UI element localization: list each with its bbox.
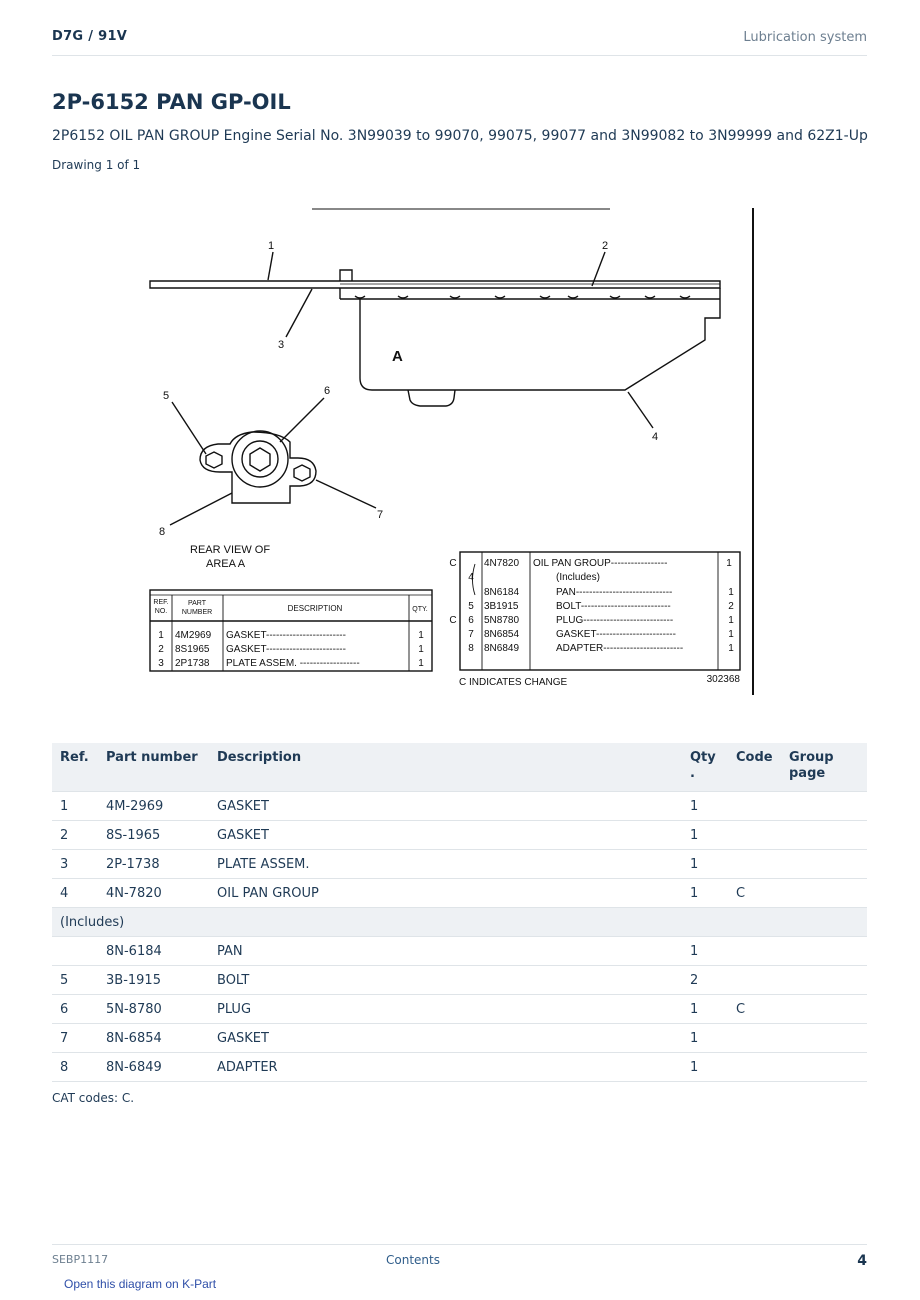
table-row [52, 821, 867, 850]
svg-text:C: C [449, 615, 457, 626]
col-description: Description [209, 743, 682, 792]
section-label: Lubrication system [743, 30, 867, 45]
rt-row [468, 643, 734, 654]
cell-group-page [781, 1024, 867, 1053]
cell-qty: 1 [682, 995, 728, 1024]
cell-group-page [781, 966, 867, 995]
rear-view-caption-1: REAR VIEW OF [190, 544, 271, 556]
table-row [52, 937, 867, 966]
cell-description: GASKET [209, 792, 682, 821]
cell-qty: 2 [682, 966, 728, 995]
table-row [52, 850, 867, 879]
table-row [52, 1053, 867, 1082]
table-row [52, 1024, 867, 1053]
cell-description: PAN [209, 937, 682, 966]
svg-text:5: 5 [468, 601, 474, 612]
lt-header-ref-2: NO. [154, 608, 168, 615]
contents-link[interactable]: Contents [386, 1253, 440, 1267]
page-title: 2P-6152 PAN GP-OIL [52, 90, 291, 114]
svg-text:2: 2 [158, 644, 164, 655]
svg-text:1: 1 [728, 643, 734, 654]
cell-code: C [728, 995, 781, 1024]
col-code: Code [728, 743, 781, 792]
svg-text:1: 1 [728, 587, 734, 598]
cell-ref: 1 [52, 792, 98, 821]
cell-description: BOLT [209, 966, 682, 995]
cell-qty: 1 [682, 937, 728, 966]
cell-part-number: 2P-1738 [98, 850, 209, 879]
cell-ref: 7 [52, 1024, 98, 1053]
cell-group-page [781, 850, 867, 879]
table-header-row [52, 743, 867, 792]
cell-ref: 8 [52, 1053, 98, 1082]
cat-codes-note: CAT codes: C. [52, 1091, 135, 1105]
cell-part-number: 8N-6849 [98, 1053, 209, 1082]
cell-group-page [781, 821, 867, 850]
cell-group-page [781, 937, 867, 966]
lt-row [158, 644, 424, 655]
cell-code [728, 821, 781, 850]
col-group-page: Group page [781, 743, 867, 792]
footer-divider [52, 1244, 867, 1245]
svg-text:1: 1 [158, 630, 164, 641]
svg-text:PLUG--------------------------: PLUG--------------------------- [556, 615, 674, 626]
rt-row [449, 615, 734, 626]
svg-text:GASKET------------------------: GASKET------------------------ [226, 630, 346, 641]
cell-ref [52, 937, 98, 966]
includes-label: (Includes) [52, 908, 867, 937]
cell-part-number: 4M-2969 [98, 792, 209, 821]
table-row [52, 879, 867, 908]
area-a-label: A [392, 348, 403, 365]
cell-description: PLUG [209, 995, 682, 1024]
cell-qty: 1 [682, 850, 728, 879]
change-note: C INDICATES CHANGE [459, 677, 568, 688]
callout-6: 6 [323, 385, 331, 397]
table-row [52, 966, 867, 995]
cell-part-number: 8S-1965 [98, 821, 209, 850]
cell-description: GASKET [209, 821, 682, 850]
cell-qty: 1 [682, 821, 728, 850]
callout-4: 4 [651, 431, 659, 443]
svg-text:GASKET------------------------: GASKET------------------------ [556, 629, 676, 640]
rt-row [556, 572, 600, 583]
svg-text:OIL PAN GROUP-----------------: OIL PAN GROUP----------------- [533, 558, 668, 569]
svg-text:1: 1 [728, 629, 734, 640]
cell-group-page [781, 995, 867, 1024]
svg-text:ADAPTER-----------------------: ADAPTER------------------------ [556, 643, 684, 654]
cell-description: ADAPTER [209, 1053, 682, 1082]
svg-text:2: 2 [728, 601, 734, 612]
lt-row [158, 658, 424, 669]
cell-qty: 1 [682, 879, 728, 908]
callout-3: 3 [277, 339, 285, 351]
cell-code [728, 937, 781, 966]
parts-table [52, 743, 867, 1082]
table-row [52, 792, 867, 821]
svg-text:4N7820: 4N7820 [484, 558, 520, 569]
cell-part-number: 4N-7820 [98, 879, 209, 908]
cell-group-page [781, 1053, 867, 1082]
svg-text:8N6849: 8N6849 [484, 643, 520, 654]
cell-qty: 1 [682, 792, 728, 821]
svg-text:4M2969: 4M2969 [175, 630, 212, 641]
page-subtitle: 2P6152 OIL PAN GROUP Engine Serial No. 3N99039 to 99070, 99075, 99077 and 3N99082 to 3N99999 and 62Z1-Up [52, 128, 868, 144]
cell-qty: 1 [682, 1024, 728, 1053]
svg-text:3: 3 [158, 658, 164, 669]
cell-code [728, 1024, 781, 1053]
callout-8: 8 [158, 526, 166, 538]
drawing-count: Drawing 1 of 1 [52, 158, 141, 172]
lt-header-qty: QTY. [412, 606, 428, 613]
cell-code [728, 850, 781, 879]
header-divider [52, 55, 867, 56]
svg-text:PLATE ASSEM. -----------------: PLATE ASSEM. ------------------ [226, 658, 360, 669]
callout-2: 2 [601, 240, 609, 252]
callout-7: 7 [376, 509, 384, 521]
svg-text:1: 1 [418, 630, 424, 641]
svg-text:8: 8 [468, 643, 474, 654]
kpart-link[interactable]: Open this diagram on K-Part [64, 1277, 217, 1291]
lt-header-part-2: NUMBER [181, 609, 213, 616]
cell-ref: 4 [52, 879, 98, 908]
document-id: SEBP1117 [52, 1253, 109, 1266]
rt-row [468, 601, 734, 612]
lt-header-part-1: PART [187, 600, 207, 607]
svg-text:7: 7 [468, 629, 474, 640]
svg-text:3B1915: 3B1915 [484, 601, 519, 612]
svg-text:(Includes): (Includes) [556, 572, 600, 583]
col-qty: Qty . [682, 743, 728, 792]
svg-text:2P1738: 2P1738 [175, 658, 210, 669]
cell-part-number: 3B-1915 [98, 966, 209, 995]
page-number: 4 [857, 1253, 867, 1269]
callout-5: 5 [162, 390, 170, 402]
cell-code [728, 1053, 781, 1082]
svg-text:C: C [449, 558, 457, 569]
col-part-number: Part number [98, 743, 209, 792]
svg-text:1: 1 [418, 644, 424, 655]
table-row [52, 995, 867, 1024]
cell-ref: 2 [52, 821, 98, 850]
cell-code [728, 792, 781, 821]
cell-description: GASKET [209, 1024, 682, 1053]
lt-header-ref-1: REF. [153, 599, 169, 606]
lt-header-desc: DESCRIPTION [287, 604, 343, 613]
svg-text:BOLT--------------------------: BOLT--------------------------- [556, 601, 671, 612]
svg-text:8S1965: 8S1965 [175, 644, 210, 655]
svg-text:8N6184: 8N6184 [484, 587, 520, 598]
parts-diagram [140, 200, 770, 700]
rt-row [484, 587, 734, 598]
cell-qty: 1 [682, 1053, 728, 1082]
model-label: D7G / 91V [52, 29, 128, 44]
svg-text:PAN---------------------------: PAN----------------------------- [556, 587, 673, 598]
cell-group-page [781, 879, 867, 908]
cell-ref: 6 [52, 995, 98, 1024]
callout-1: 1 [267, 240, 275, 252]
svg-text:4: 4 [468, 572, 474, 583]
cell-description: OIL PAN GROUP [209, 879, 682, 908]
cell-ref: 3 [52, 850, 98, 879]
rear-view-caption-2: AREA A [206, 558, 246, 570]
svg-text:1: 1 [726, 558, 732, 569]
drawing-number: 302368 [706, 674, 740, 685]
cell-description: PLATE ASSEM. [209, 850, 682, 879]
col-ref: Ref. [52, 743, 98, 792]
cell-group-page [781, 792, 867, 821]
includes-row [52, 908, 867, 937]
svg-text:5N8780: 5N8780 [484, 615, 520, 626]
rt-row [468, 629, 734, 640]
lt-row [158, 630, 424, 641]
cell-ref: 5 [52, 966, 98, 995]
cell-code: C [728, 879, 781, 908]
svg-text:1: 1 [418, 658, 424, 669]
svg-text:8N6854: 8N6854 [484, 629, 520, 640]
svg-text:GASKET------------------------: GASKET------------------------ [226, 644, 346, 655]
svg-text:1: 1 [728, 615, 734, 626]
cell-code [728, 966, 781, 995]
svg-text:6: 6 [468, 615, 474, 626]
cell-part-number: 8N-6854 [98, 1024, 209, 1053]
cell-part-number: 8N-6184 [98, 937, 209, 966]
cell-part-number: 5N-8780 [98, 995, 209, 1024]
